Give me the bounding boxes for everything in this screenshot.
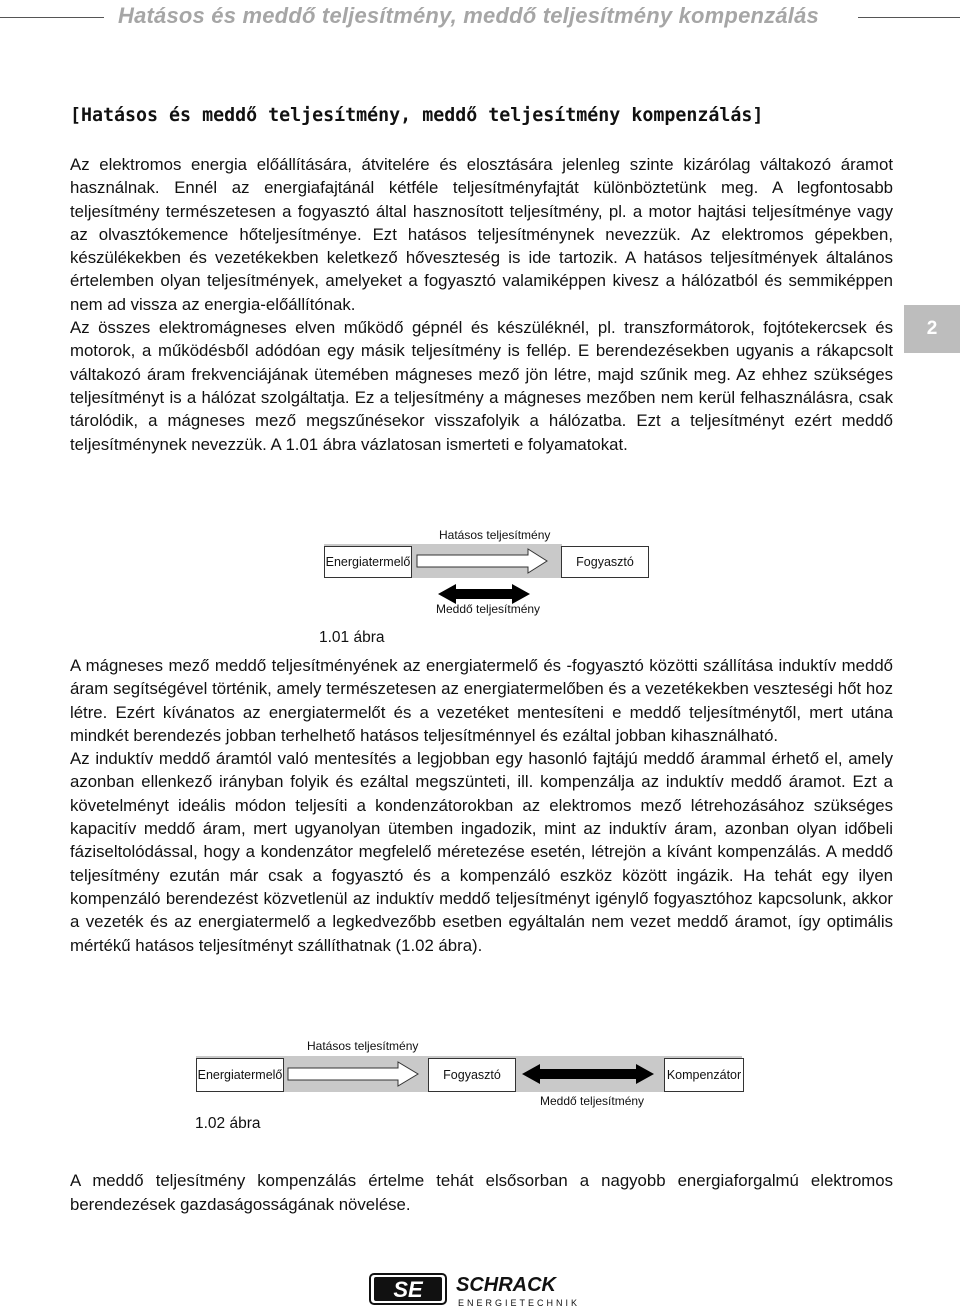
logo-mark: SE	[393, 1277, 423, 1302]
active-power-label: Hatásos teljesítmény	[439, 528, 551, 542]
paragraph: Az induktív meddő áramtól való mentesítés a legjobban egy hasonló fajtájú meddő árammal érhető el, amely azonban ellenkező irányban folyik és ezáltal megszünteti, ill. kompenzálja az induktív meddő áramot. Ezt a követelményt ideális módon teljesíti a kondenzátorokban az elektromos mező létrehozásához szükséges kapacitív meddő áram, mert ugyanolyan ütemben ingadozik, mint az induktív áram, azonban olyan időbeli fáziseltolódással, hogy a kondenzátor megfelelő méretezése esetén, létrejön a kívánt kompenzálás. A meddő teljesítmény ezután már csak a fogyasztó és a kompenzáló eszköz között ingázik. Ha tehát egy ilyen kompenzáló berendezést közvetlenül az induktív meddő teljesítményt igénylő fogyasztóhoz kapcsolunk, akkor a vezeték és az energiatermelő a legkedvezőbb esetben egyáltalán nem vezet meddő áramot, így optimális mértékű hatásos teljesítményt szállíthatnak (1.02 ábra).	[70, 749, 893, 955]
generator-box: Energiatermelő	[196, 1058, 284, 1092]
paragraph: Az összes elektromágneses elven működő gépnél és készüléknél, pl. transzformátorok, fojtótekercsek és motorok, a működésből adódóan egy másik teljesítmény is fellép. E berendezésekben ugyanis a rákapcsolt váltakozó áram frekvenciájának ütemében mágneses mező jön létre, majd szűnik meg. Az ehhez szükséges teljesítményt is a hálózat szolgáltatja. Ez a teljesítmény a mágneses mezőben nem kerül felhasználásra, csak tárolódik, a mágneses mező megszűnésekor visszafolyik a hálózatba. Ezt a teljesítményt ezért meddő teljesítménynek nevezzük. A 1.01 ábra vázlatosan ismerteti e folyamatokat.	[70, 318, 893, 454]
consumer-box: Fogyasztó	[561, 546, 649, 578]
generator-box: Energiatermelő	[324, 546, 412, 578]
figure-caption: 1.01 ábra	[319, 629, 385, 646]
active-power-label: Hatásos teljesítmény	[307, 1039, 419, 1053]
compensator-box: Kompenzátor	[664, 1058, 744, 1092]
reactive-power-label: Meddő teljesítmény	[540, 1094, 645, 1108]
running-title: Hatásos és meddő teljesítmény, meddő teljesítmény kompenzálás	[118, 3, 819, 28]
conclusion-text	[70, 1169, 893, 1217]
chapter-tab: 2	[904, 305, 960, 353]
paragraph: A mágneses mező meddő teljesítményének az energiatermelő és -fogyasztó közötti szállítása induktív meddő áram segítségével történik, amely természetesen az energiatermelőben és a vezetékekben veszteségi hőt hoz létre. Ezért kívánatos az energiatermelőt és a vezetéket mentesíteni e meddő teljesítménytől, mert utána mindkét berendezés jobban terhelhető hatásos teljesítménnyel és ezáltal jobban kihasználható.	[70, 656, 893, 745]
active-arrow	[288, 1062, 418, 1086]
brand-name: SCHRACK	[456, 1274, 556, 1296]
reactive-power-label: Meddő teljesítmény	[436, 602, 541, 616]
paragraph: Az elektromos energia előállítására, átvitelére és elosztására jelenleg szinte kizárólag váltakozó áramot használnak. Ennél az energiafajtánál kétféle teljesítményfajtát különböztetünk meg. A legfontosabb teljesítmény természetesen a fogyasztó által hasznosított teljesítmény, pl. a motor hajtási teljesítménye vagy az olvasztókemence hőteljesítménye. Ezt hatásos teljesítménynek nevezzük. Az elektromos gépekben, készülékekben és vezetékekben keletkező hőveszteség is ide tartozik. A hatásos teljesítmények általános értelemben olyan teljesítmények, amelyeket a fogyasztó valamiképpen kivesz a hálózatból és semmiképpen nem ad vissza az energia-előállítónak.	[70, 155, 893, 314]
reactive-double-arrow	[522, 1064, 654, 1084]
paragraph: A meddő teljesítmény kompenzálás értelme tehát elsősorban a nagyobb energiaforgalmú elektromos berendezések gazdaságosságának növelése.	[70, 1171, 893, 1214]
brand-tagline: ENERGIETECHNIK	[458, 1298, 581, 1308]
section-title: [Hatásos és meddő teljesítmény, meddő teljesítmény kompenzálás]	[70, 105, 764, 126]
consumer-box: Fogyasztó	[428, 1058, 516, 1092]
schrack-logo	[368, 1268, 598, 1310]
figure-caption: 1.02 ábra	[195, 1115, 261, 1132]
